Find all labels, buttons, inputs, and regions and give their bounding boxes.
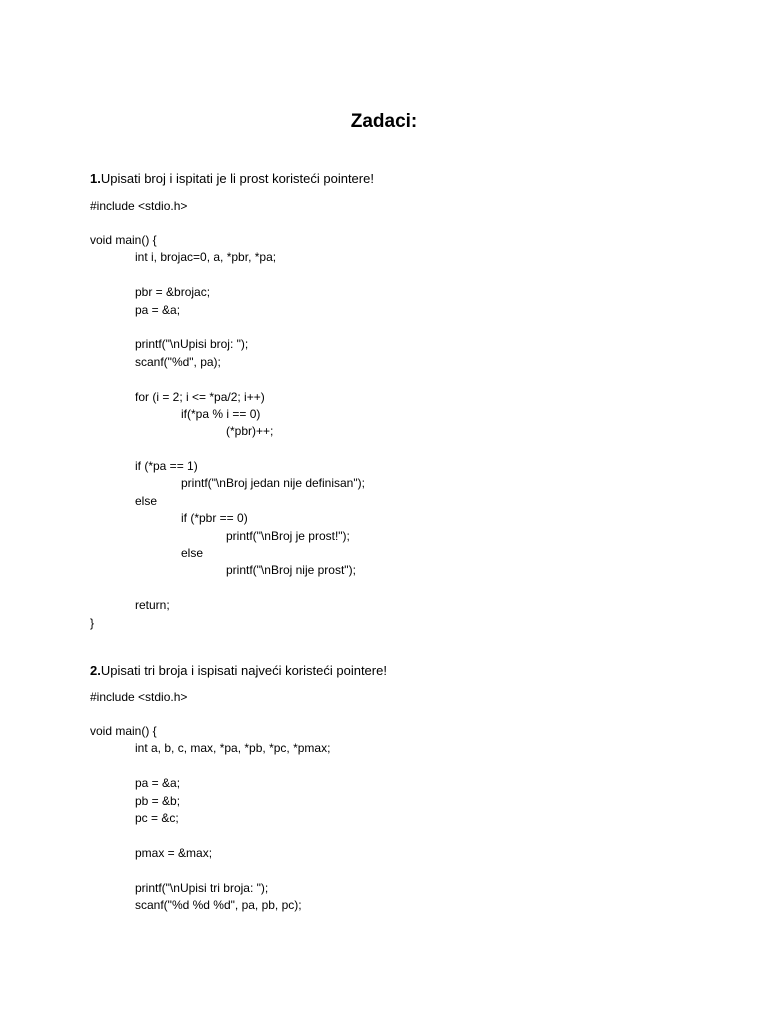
code-line: pbr = &brojac; <box>135 285 211 300</box>
code-line <box>90 758 330 775</box>
code-line: pa = &a; <box>135 302 181 317</box>
code-line: printf("\nUpisi broj: "); <box>135 337 249 352</box>
code-line: pa = &a; <box>135 776 181 791</box>
code-line <box>90 441 365 458</box>
code-line: printf("\nUpisi tri broja: "); <box>135 880 269 895</box>
code-line: scanf("%d", pa); <box>135 354 221 369</box>
code-line: printf("\nBroj jedan nije definisan"); <box>181 476 365 491</box>
task-2-heading <box>90 662 387 679</box>
code-line: pb = &b; <box>135 793 181 808</box>
task-2-text: Upisati tri broja i ispisati najveći koristeći pointere! <box>100 663 387 678</box>
code-line: void main() { <box>90 724 157 738</box>
code-line: else <box>181 546 204 561</box>
code-line: if (*pa == 1) <box>135 459 198 474</box>
code-line: if (*pbr == 0) <box>181 511 248 526</box>
task-2-include: #include <stdio.h> <box>90 690 188 704</box>
code-line: pmax = &max; <box>135 845 213 860</box>
code-line: void main() { <box>90 233 157 247</box>
code-line: printf("\nBroj nije prost"); <box>226 563 356 578</box>
task-1-include: #include <stdio.h> <box>90 199 188 213</box>
code-line <box>90 862 330 879</box>
code-line: for (i = 2; i <= *pa/2; i++) <box>135 389 265 404</box>
code-line <box>90 827 330 844</box>
task-1-text: Upisati broj i ispitati je li prost koristeći pointere! <box>100 171 374 186</box>
code-line <box>90 267 365 284</box>
task-1-number: 1. <box>90 171 101 186</box>
code-line <box>90 319 365 336</box>
code-line: (*pbr)++; <box>226 424 274 439</box>
page-title: Zadaci: <box>350 111 418 132</box>
task-2-number: 2. <box>90 663 101 678</box>
code-line: printf("\nBroj je prost!"); <box>226 528 350 543</box>
code-line: else <box>135 493 158 508</box>
code-line: if(*pa % i == 0) <box>181 406 261 421</box>
code-line: int i, brojac=0, a, *pbr, *pa; <box>135 250 277 265</box>
code-line <box>90 580 365 597</box>
code-line <box>90 371 365 388</box>
task-2-code-block <box>90 723 330 914</box>
code-line: int a, b, c, max, *pa, *pb, *pc, *pmax; <box>135 741 331 756</box>
code-line: pc = &c; <box>135 810 179 825</box>
code-line: } <box>90 615 95 630</box>
code-line: scanf("%d %d %d", pa, pb, pc); <box>135 897 302 912</box>
code-line: return; <box>135 598 170 613</box>
task-1-code-block <box>90 232 365 632</box>
task-1-heading <box>90 170 374 187</box>
